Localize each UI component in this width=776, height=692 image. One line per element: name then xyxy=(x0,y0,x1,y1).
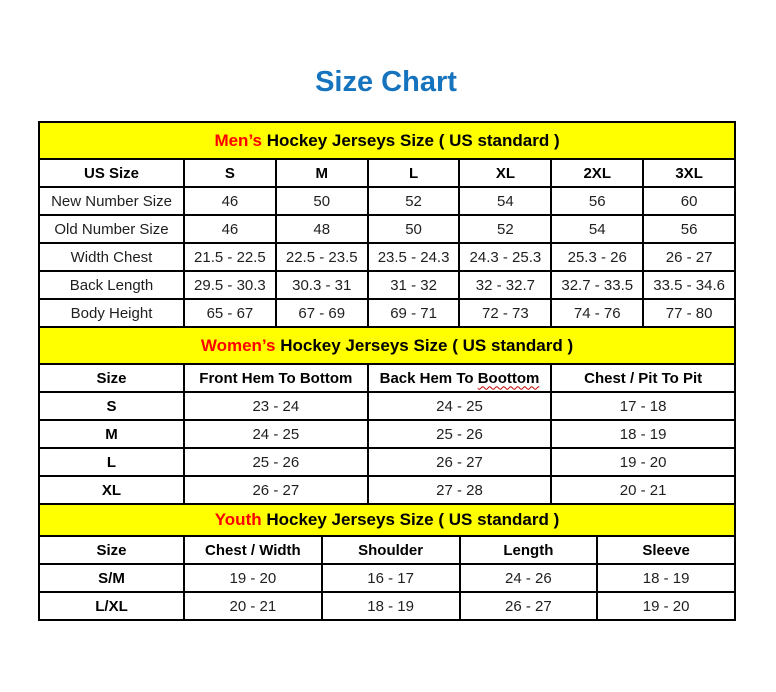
table-cell: 65 - 67 xyxy=(184,299,276,327)
table-cell: 26 - 27 xyxy=(643,243,735,271)
table-row xyxy=(39,215,735,243)
table-row xyxy=(39,187,735,215)
row-label: Width Chest xyxy=(39,243,184,271)
table-cell: 17 - 18 xyxy=(551,392,735,420)
table-cell: 26 - 27 xyxy=(460,592,598,620)
row-label: Body Height xyxy=(39,299,184,327)
womens-size-table xyxy=(38,326,736,505)
row-label: S xyxy=(39,392,184,420)
table-cell: 25 - 26 xyxy=(368,420,552,448)
table-cell: 22.5 - 23.5 xyxy=(276,243,368,271)
table-cell: 74 - 76 xyxy=(551,299,643,327)
table-row xyxy=(39,476,735,504)
table-row xyxy=(39,392,735,420)
table-cell: 24 - 26 xyxy=(460,564,598,592)
table-cell: 67 - 69 xyxy=(276,299,368,327)
table-cell: 23 - 24 xyxy=(184,392,368,420)
column-header: M xyxy=(276,159,368,187)
section-title-rest: Hockey Jerseys Size ( US standard ) xyxy=(261,130,560,150)
column-header: Chest / Pit To Pit xyxy=(551,364,735,392)
table-cell: 56 xyxy=(551,187,643,215)
table-cell: 77 - 80 xyxy=(643,299,735,327)
column-header xyxy=(368,364,552,392)
table-cell: 29.5 - 30.3 xyxy=(184,271,276,299)
row-label: L xyxy=(39,448,184,476)
table-cell: 19 - 20 xyxy=(184,564,322,592)
mens-size-table xyxy=(38,121,736,328)
table-row xyxy=(39,299,735,327)
table-cell: 54 xyxy=(551,215,643,243)
row-label: New Number Size xyxy=(39,187,184,215)
table-cell: 50 xyxy=(368,215,460,243)
table-cell: 48 xyxy=(276,215,368,243)
header-row xyxy=(39,536,735,564)
column-header: Chest / Width xyxy=(184,536,322,564)
table-row xyxy=(39,420,735,448)
table-cell: 19 - 20 xyxy=(551,448,735,476)
header-row xyxy=(39,364,735,392)
table-cell: 60 xyxy=(643,187,735,215)
youth-size-table xyxy=(38,503,736,621)
column-header: XL xyxy=(459,159,551,187)
table-cell: 18 - 19 xyxy=(322,592,460,620)
row-label: M xyxy=(39,420,184,448)
column-header: 3XL xyxy=(643,159,735,187)
section-title-highlight: Youth xyxy=(214,510,262,529)
table-cell: 54 xyxy=(459,187,551,215)
table-cell: 27 - 28 xyxy=(368,476,552,504)
table-cell: 46 xyxy=(184,187,276,215)
section-band-row xyxy=(39,327,735,364)
table-cell: 21.5 - 22.5 xyxy=(184,243,276,271)
size-tables-container xyxy=(38,121,734,621)
row-label: L/XL xyxy=(39,592,184,620)
row-label: Back Length xyxy=(39,271,184,299)
table-cell: 24 - 25 xyxy=(184,420,368,448)
table-cell: 33.5 - 34.6 xyxy=(643,271,735,299)
table-cell: 19 - 20 xyxy=(597,592,735,620)
table-cell: 18 - 19 xyxy=(551,420,735,448)
table-cell: 31 - 32 xyxy=(368,271,460,299)
table-cell: 52 xyxy=(459,215,551,243)
table-row xyxy=(39,564,735,592)
section-title xyxy=(39,327,735,364)
section-band-row xyxy=(39,504,735,536)
column-header: L xyxy=(368,159,460,187)
table-cell: 26 - 27 xyxy=(184,476,368,504)
table-cell: 72 - 73 xyxy=(459,299,551,327)
table-row xyxy=(39,592,735,620)
column-header: S xyxy=(184,159,276,187)
misspelled-word: Boottom xyxy=(477,369,540,387)
page-title: Size Chart xyxy=(315,66,457,98)
table-cell: 20 - 21 xyxy=(551,476,735,504)
column-header: Length xyxy=(460,536,598,564)
table-row xyxy=(39,243,735,271)
table-cell: 56 xyxy=(643,215,735,243)
table-cell: 52 xyxy=(368,187,460,215)
table-cell: 25.3 - 26 xyxy=(551,243,643,271)
table-cell: 32 - 32.7 xyxy=(459,271,551,299)
section-title-rest: Hockey Jerseys Size ( US standard ) xyxy=(261,510,560,529)
column-header: Shoulder xyxy=(322,536,460,564)
column-header-text: Back Hem To xyxy=(379,369,478,387)
table-cell: 50 xyxy=(276,187,368,215)
table-cell: 46 xyxy=(184,215,276,243)
row-label: S/M xyxy=(39,564,184,592)
table-cell: 32.7 - 33.5 xyxy=(551,271,643,299)
row-label: XL xyxy=(39,476,184,504)
column-header: US Size xyxy=(39,159,184,187)
column-header: Size xyxy=(39,364,184,392)
table-cell: 25 - 26 xyxy=(184,448,368,476)
table-cell: 20 - 21 xyxy=(184,592,322,620)
section-title xyxy=(39,504,735,536)
section-title-rest: Hockey Jerseys Size ( US standard ) xyxy=(275,335,574,355)
section-band-row xyxy=(39,122,735,159)
table-cell: 24.3 - 25.3 xyxy=(459,243,551,271)
table-row xyxy=(39,448,735,476)
table-cell: 16 - 17 xyxy=(322,564,460,592)
table-cell: 30.3 - 31 xyxy=(276,271,368,299)
section-title xyxy=(39,122,735,159)
table-cell: 24 - 25 xyxy=(368,392,552,420)
row-label: Old Number Size xyxy=(39,215,184,243)
column-header: Size xyxy=(39,536,184,564)
table-cell: 69 - 71 xyxy=(368,299,460,327)
header-row xyxy=(39,159,735,187)
section-title-highlight: Women’s xyxy=(200,335,276,355)
table-cell: 23.5 - 24.3 xyxy=(368,243,460,271)
table-row xyxy=(39,271,735,299)
table-cell: 26 - 27 xyxy=(368,448,552,476)
column-header: Sleeve xyxy=(597,536,735,564)
section-title-highlight: Men’s xyxy=(214,130,262,150)
column-header: Front Hem To Bottom xyxy=(184,364,368,392)
column-header: 2XL xyxy=(551,159,643,187)
table-cell: 18 - 19 xyxy=(597,564,735,592)
